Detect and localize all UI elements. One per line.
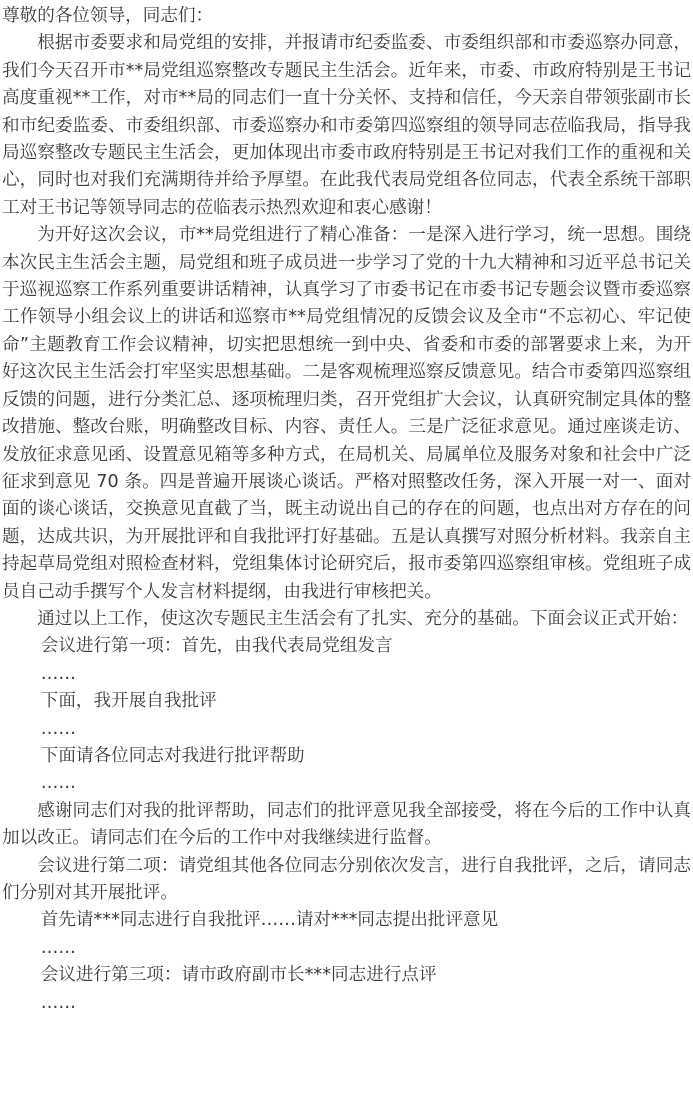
ellipsis-line: ……: [40, 992, 76, 1013]
self-criticism-line: 下面，我开展自我批评: [40, 691, 217, 712]
ellipsis-line: ……: [40, 718, 76, 739]
member-criticism-line: 首先请***同志进行自我批评……请对***同志提出批评意见: [40, 910, 499, 931]
preparation-paragraph: 为开好这次会议，市**局党组进行了精心准备：一是深入进行学习，统一思想。围绕本次民主生活会主题，局党组和班子成员进一步学习了党的十九大精神和习近平总书记关于巡视巡察工作系列重要讲话精神，认真学习了市委书记在市委书记专题会议暨市委巡察工作领导小组会议上的讲话和巡察市**局党组情况的反馈会议及全市“不忘初心、牢记使命”主题教育工作会议精神，切实把思想统一到中央、省委和市委的部署要求上来，为开好这次民主生活会打牢坚实思想基础。二是客观梳理巡察反馈意见。结合市委第四巡察组反馈的问题，进行分类汇总、逐项梳理归类，召开党组扩大会议，认真研究制定具体的整改措施、整改台账，明确整改目标、内容、责任人。三是广泛征求意见。通过座谈走访、发放征求意见函、设置意见箱等多种方式，在局机关、局属单位及服务对象和社会中广泛征求到意见 70 条。四是普遍开展谈心谈话。严格对照整改任务，深入开展一对一、面对面的谈心谈话，交换意见直截了当，既主动说出自己的存在的问题，也点出对方存在的问题，达成共识，为开展批评和自我批评打好基础。五是认真撰写对照分析材料。我亲自主持起草局党组对照检查材料，党组集体讨论研究后，报市委第四巡察组审核。党组班子成员自己动手撰写个人发言材料提纲，由我进行审核把关。: [2, 225, 691, 602]
ellipsis-line: ……: [40, 663, 76, 684]
transition-paragraph: 通过以上工作，使这次专题民主生活会有了扎实、充分的基础。下面会议正式开始：: [37, 608, 689, 629]
agenda-item-1: 会议进行第一项：首先，由我代表局党组发言: [40, 636, 393, 657]
agenda-item-3: 会议进行第三项：请市政府副市长***同志进行点评: [40, 965, 437, 986]
ellipsis-line: ……: [40, 773, 76, 794]
ellipsis-line: ……: [40, 937, 76, 958]
salutation: 尊敬的各位领导，同志们：: [2, 6, 214, 26]
agenda-item-2: 会议进行第二项：请党组其他各位同志分别依次发言，进行自我批评，之后，请同志们分别对其开展批评。: [2, 855, 691, 903]
criticism-request-line: 下面请各位同志对我进行批评帮助: [40, 745, 305, 766]
opening-paragraph: 根据市委要求和局党组的安排，并报请市纪委监委、市委组织部和市委巡察办同意，我们今天召开市**局党组巡察整改专题民主生活会。近年来，市委、市政府特别是王书记高度重视**工作，对市**局的同志们一直十分关怀、支持和信任，今天亲自带领张副市长和市纪委监委、市委组织部、市委巡察办和市委第四巡察组的领导同志莅临我局，指导我局巡察整改专题民主生活会，更加体现出市委市政府特别是王书记对我们工作的重视和关心，同时也对我们充满期待并给予厚望。在此我代表局党组各位同志，代表全系统干部职工对王书记等领导同志的莅临表示热烈欢迎和衷心感谢！: [2, 33, 691, 218]
thanks-paragraph: 感谢同志们对我的批评帮助，同志们的批评意见我全部接受，将在今后的工作中认真加以改正。请同志们在今后的工作中对我继续进行监督。: [2, 800, 691, 849]
